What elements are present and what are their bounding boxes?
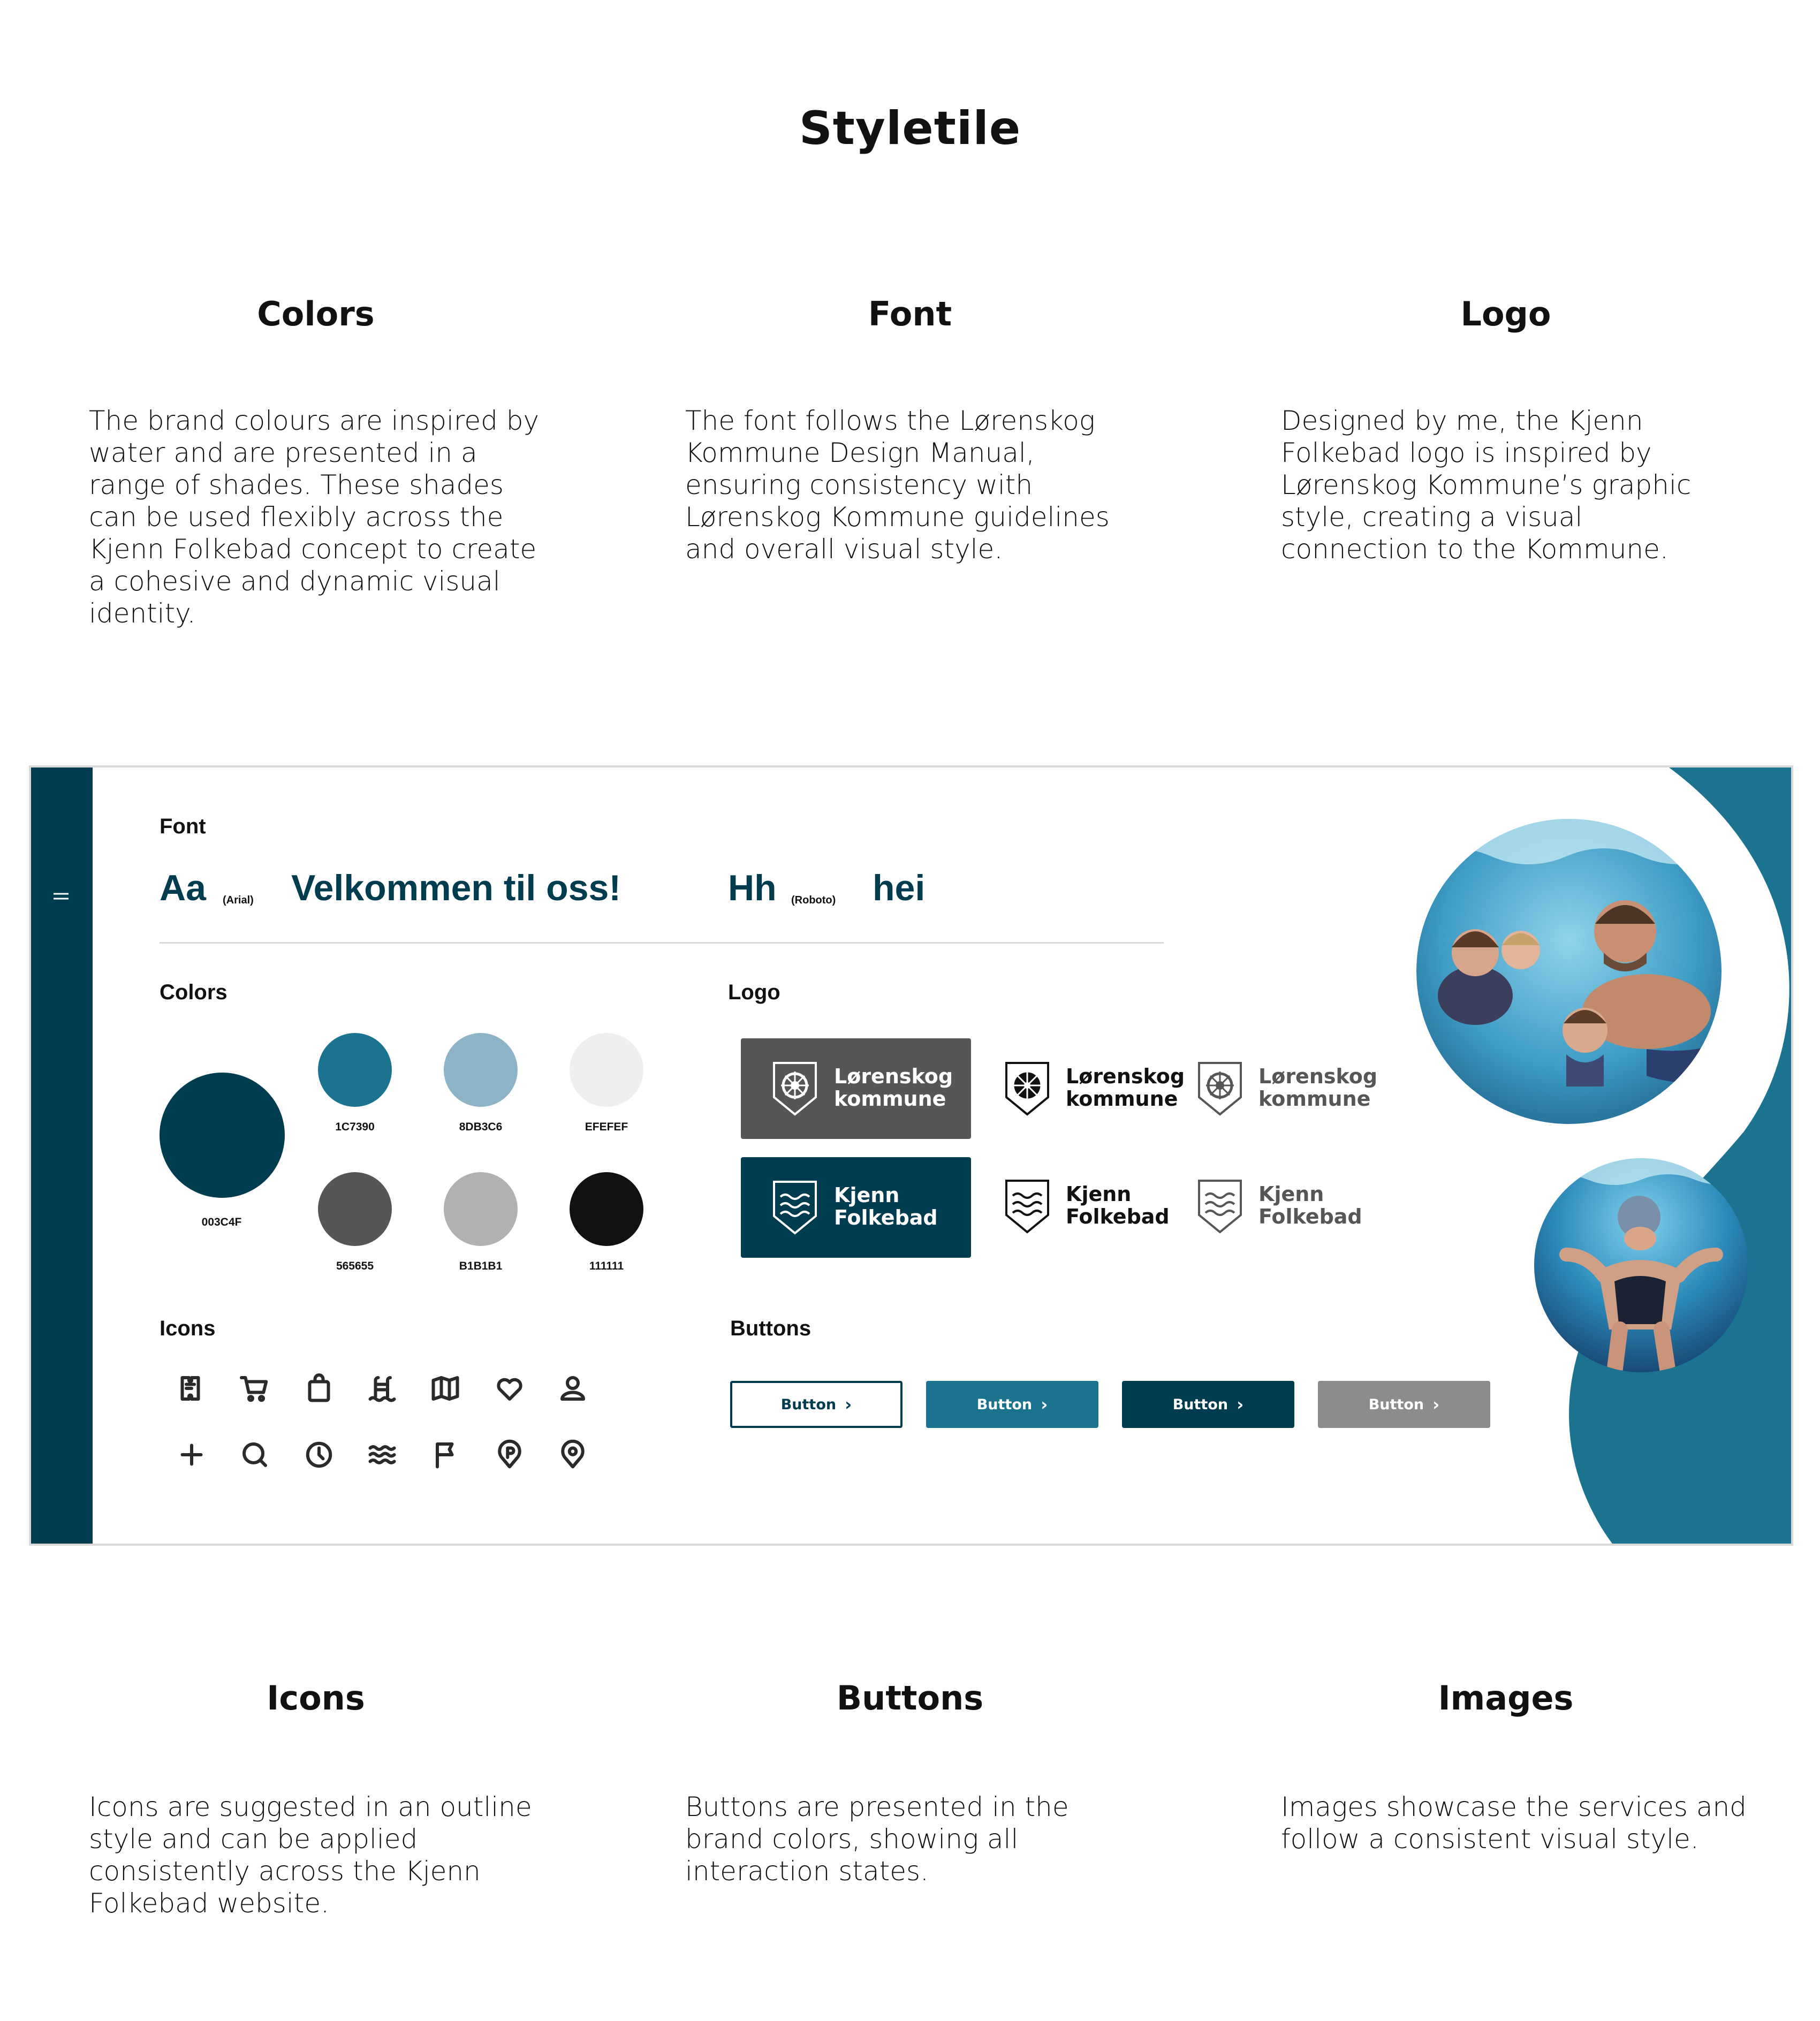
swatch-primary [160,1073,285,1198]
swatch-code-5: B1B1B1 [459,1260,503,1272]
logo-text-line1: Lørenskog [1066,1065,1185,1088]
button-primary[interactable] [926,1381,1098,1428]
lorenskog-emblem-icon [1197,1061,1243,1116]
user-icon[interactable] [557,1372,589,1404]
logo-label: Logo [728,981,780,1004]
font-sample-arial: Aa [160,868,206,908]
kjenn-emblem-icon [1197,1179,1243,1234]
buttons-label: Buttons [730,1317,812,1340]
swatch-6 [570,1172,643,1246]
images-heading: Images [1438,1678,1574,1718]
font-heading: Font [868,294,952,333]
button-label: Button [1368,1396,1424,1413]
button-disabled[interactable] [1318,1381,1490,1428]
logo-kjenn-dark [741,1157,971,1258]
styletile-panel [29,765,1793,1546]
logo-text-line2: kommune [1258,1087,1371,1111]
font-note-arial: (Arial) [223,894,254,906]
lorenskog-emblem-icon [772,1061,818,1116]
swatch-code-1: 1C7390 [335,1121,375,1133]
colors-label: Colors [160,981,228,1004]
chevron-right-icon: › [845,1394,852,1415]
swatch-2 [444,1033,518,1107]
swatch-code-3: EFEFEF [585,1121,628,1133]
logo-text-line2: Folkebad [1066,1205,1170,1228]
chevron-right-icon: › [1237,1394,1244,1415]
logo-description: Designed by me, the Kjenn Folkebad logo is inspired by Lørenskog Kommune’s graphic style, creating a visual connection to the Kommune. [1281,405,1692,565]
font-label: Font [160,815,206,838]
shopping-bag-icon[interactable] [303,1372,335,1404]
plus-icon[interactable] [176,1439,208,1471]
font-description: The font follows the Lørenskog Kommune Design Manual, ensuring consistency with Lørenskog Kommune guidelines and overall visual style. [685,405,1110,565]
button-label: Button [780,1396,837,1413]
swatch-4 [318,1172,392,1246]
font-sample-roboto: Hh [728,868,777,908]
logo-kjenn-black [1004,1179,1186,1237]
swatch-code-2: 8DB3C6 [459,1121,503,1133]
icons-description: Icons are suggested in an outline style and can be applied consistently across the Kjenn Folkebad website. [89,1791,532,1919]
logo-text-line2: Folkebad [1258,1205,1362,1228]
font-sample-word: hei [873,868,926,908]
logo-lorenskog-gray [741,1038,971,1139]
ticket-icon[interactable] [176,1372,208,1404]
logo-lorenskog-gray-outline [1197,1061,1384,1120]
kjenn-emblem-icon [1004,1179,1050,1234]
logo-heading: Logo [1460,294,1551,333]
font-headline: Velkommen til oss! [291,868,621,908]
logo-kjenn-gray [1197,1179,1379,1237]
menu-icon[interactable] [51,885,71,907]
logo-text-line2: Folkebad [834,1206,938,1229]
photo-family-swimming [1416,819,1722,1124]
pool-ladder-icon[interactable] [366,1372,398,1404]
clock-icon[interactable] [303,1439,335,1471]
swatch-1 [318,1033,392,1107]
map-icon[interactable] [429,1372,461,1404]
colors-description: The brand colours are inspired by water and are presented in a range of shades. These shades can be used flexibly across the Kjenn Folkebad concept to create a cohesive and dynamic visual identity. [89,405,540,629]
search-icon[interactable] [239,1439,271,1471]
button-dark[interactable] [1122,1381,1294,1428]
page-title: Styletile [799,102,1021,155]
divider [160,942,1164,944]
button-label: Button [976,1396,1033,1413]
logo-text-line1: Kjenn [1258,1182,1324,1206]
icons-heading: Icons [267,1678,365,1718]
logo-text-line1: Lørenskog [834,1065,953,1088]
logo-text-line1: Kjenn [834,1183,900,1207]
chevron-right-icon: › [1041,1394,1048,1415]
buttons-heading: Buttons [836,1678,984,1718]
buttons-description: Buttons are presented in the brand colors, showing all interaction states. [685,1791,1069,1887]
font-note-roboto: (Roboto) [791,894,836,906]
waves-icon[interactable] [366,1439,398,1471]
logo-text-line1: Lørenskog [1258,1065,1378,1088]
swatch-code-4: 565655 [336,1260,374,1272]
swatch-code-6: 111111 [589,1260,624,1272]
images-description: Images showcase the services and follow a consistent visual style. [1281,1791,1747,1855]
kjenn-emblem-icon [772,1180,818,1235]
heart-icon[interactable] [494,1372,526,1404]
button-label: Button [1172,1396,1228,1413]
button-outline[interactable] [730,1381,903,1428]
colors-heading: Colors [257,294,375,333]
logo-text-line2: kommune [1066,1087,1178,1111]
location-pin-icon[interactable] [557,1439,589,1471]
flag-icon[interactable] [429,1439,461,1471]
cart-icon[interactable] [239,1372,271,1404]
parking-pin-icon[interactable] [494,1439,526,1471]
logo-lorenskog-black [1004,1061,1186,1120]
sidebar [31,768,93,1544]
chevron-right-icon: › [1432,1394,1440,1415]
logo-text-line2: kommune [834,1087,946,1111]
lorenskog-emblem-icon [1004,1061,1050,1116]
swatch-code-primary: 003C4F [201,1216,242,1228]
swatch-3 [570,1033,643,1107]
logo-text-line1: Kjenn [1066,1182,1132,1206]
photo-swimmer [1534,1158,1748,1372]
icons-label: Icons [160,1317,216,1340]
swatch-5 [444,1172,518,1246]
